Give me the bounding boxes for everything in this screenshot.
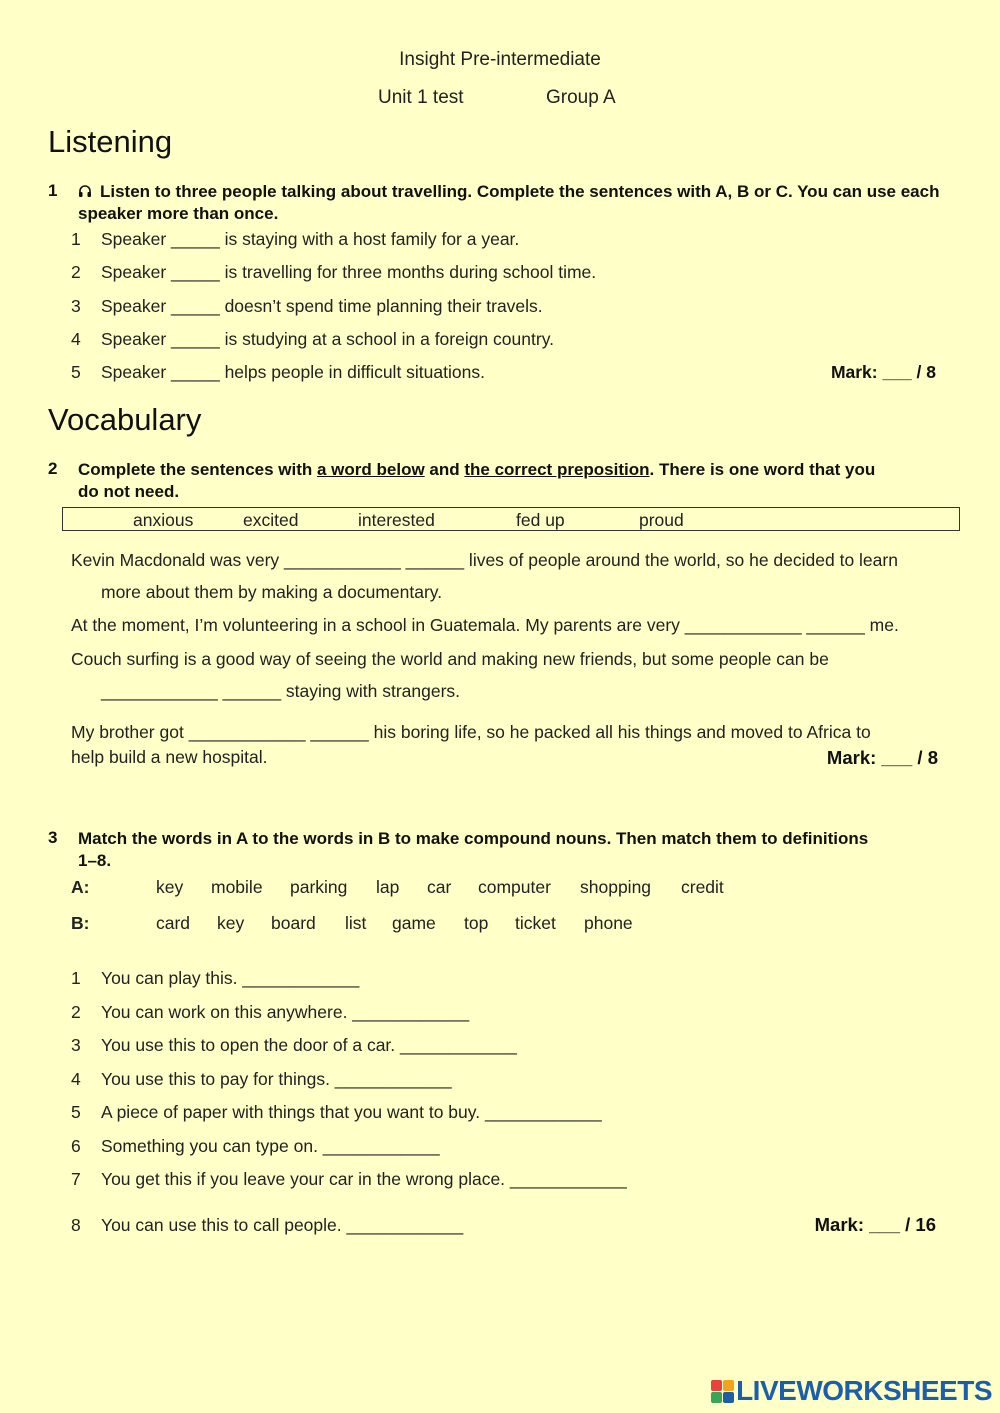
book-title: Insight Pre-intermediate — [399, 49, 601, 70]
definition-number: 5 — [71, 1102, 81, 1122]
word-box-item: interested — [358, 510, 435, 530]
definition-text: You can play this. ____________ — [101, 968, 360, 988]
question-2-number: 2 — [48, 459, 58, 478]
words-a-item: car — [427, 877, 452, 897]
words-b-item: top — [464, 913, 489, 933]
listening-item-text: Speaker _____ is studying at a school in a foreign country. — [101, 329, 555, 349]
word-box — [62, 507, 960, 531]
words-a-item: parking — [290, 877, 348, 897]
definition-number: 6 — [71, 1136, 81, 1156]
listening-item-text: Speaker _____ is staying with a host family for a year. — [101, 229, 520, 249]
words-b-item: key — [217, 913, 245, 933]
question-1-text: Listen to three people talking about travelling. Complete the sentences with A, B or C. You can use each speaker more than once. — [78, 182, 940, 223]
words-a-item: mobile — [211, 877, 263, 897]
words-a-item: key — [156, 877, 184, 897]
group-label: Group A — [546, 87, 616, 108]
words-b-item: game — [392, 913, 436, 933]
words-b-item: card — [156, 913, 191, 933]
q2-text-line2: do not need. — [78, 482, 180, 501]
words-a-item: lap — [376, 877, 400, 897]
vocab-sentence: My brother got ____________ ______ his boring life, so he packed all his things and moved to Africa to — [71, 722, 871, 742]
listening-item-text: Speaker _____ doesn’t spend time planning their travels. — [101, 296, 543, 316]
listening-item-number: 4 — [71, 329, 81, 349]
definition-text: You use this to open the door of a car. ____________ — [101, 1035, 517, 1055]
words-a-item: credit — [681, 877, 724, 897]
definition-number: 3 — [71, 1035, 81, 1055]
definition-number: 7 — [71, 1169, 81, 1189]
words-a-item: computer — [478, 877, 551, 897]
vocab-sentence: ____________ ______ staying with strangers. — [101, 681, 461, 701]
word-box-item: excited — [243, 510, 299, 530]
q3-text-line2: 1–8. — [78, 851, 112, 870]
vocab-sentence: Kevin Macdonald was very ____________ ______ lives of people around the world, so he decided to learn — [71, 550, 898, 570]
definition-number: 2 — [71, 1002, 81, 1022]
question-1-number: 1 — [48, 181, 58, 200]
words-b-item: phone — [584, 913, 633, 933]
question-2-instruction — [78, 459, 958, 503]
listening-item-text: Speaker _____ is travelling for three months during school time. — [101, 262, 597, 282]
listening-item-number: 5 — [71, 362, 81, 382]
definition-text: You can use this to call people. ____________ — [101, 1215, 464, 1235]
logo-text: LIVEWORKSHEETS — [736, 1375, 992, 1406]
q3-text-line1: Match the words in A to the words in B to make compound nouns. Then match them to definitions — [78, 829, 869, 848]
words-b-item: board — [271, 913, 316, 933]
definition-number: 4 — [71, 1069, 81, 1089]
definition-number: 8 — [71, 1215, 81, 1235]
word-box-item: fed up — [516, 510, 565, 530]
listening-mark: Mark: ___ / 8 — [830, 362, 936, 382]
listening-heading: Listening — [48, 124, 173, 159]
q2-text-b: and — [424, 460, 465, 479]
q2-text-a: Complete the sentences with — [78, 460, 317, 479]
question-1-instruction — [78, 181, 948, 225]
listening-item-number: 1 — [71, 229, 81, 249]
q2-text-underlined-1: a word below — [317, 460, 425, 479]
definition-text: Something you can type on. ____________ — [101, 1136, 440, 1156]
vocab-sentence: Couch surfing is a good way of seeing the world and making new friends, but some people can be — [71, 649, 829, 669]
headphones-icon[interactable] — [78, 182, 92, 196]
words-a-item: shopping — [580, 877, 652, 897]
vocab-sentence: help build a new hospital. — [71, 747, 268, 767]
label-b: B: — [71, 913, 90, 933]
word-box-item: anxious — [133, 510, 194, 530]
unit-label: Unit 1 test — [378, 87, 464, 108]
vocabulary-heading: Vocabulary — [48, 402, 202, 437]
vocab-sentence: more about them by making a documentary. — [101, 582, 443, 602]
vocab-sentence: At the moment, I’m volunteering in a school in Guatemala. My parents are very ____________ ______ me. — [71, 615, 899, 635]
listening-item-number: 2 — [71, 262, 81, 282]
words-b-item: ticket — [515, 913, 556, 933]
liveworksheets-logo[interactable] — [711, 1376, 992, 1406]
logo-icon — [711, 1380, 734, 1403]
question-3-instruction — [78, 828, 958, 872]
definition-text: You get this if you leave your car in the wrong place. ____________ — [101, 1169, 627, 1189]
compound-mark: Mark: ___ / 16 — [814, 1214, 936, 1235]
q2-text-underlined-2: the correct preposition — [464, 460, 650, 479]
definition-text: You use this to pay for things. ____________ — [101, 1069, 452, 1089]
label-a: A: — [71, 877, 90, 897]
words-b-item: list — [345, 913, 367, 933]
listening-item-text: Speaker _____ helps people in difficult situations. — [101, 362, 485, 382]
definition-number: 1 — [71, 968, 81, 988]
vocabulary-mark: Mark: ___ / 8 — [826, 747, 938, 768]
listening-item-number: 3 — [71, 296, 81, 316]
definition-text: A piece of paper with things that you want to buy. ____________ — [101, 1102, 602, 1122]
definition-text: You can work on this anywhere. ____________ — [101, 1002, 470, 1022]
word-box-item: proud — [639, 510, 684, 530]
question-3-number: 3 — [48, 828, 58, 847]
q2-text-c: . There is one word that you — [649, 460, 876, 479]
